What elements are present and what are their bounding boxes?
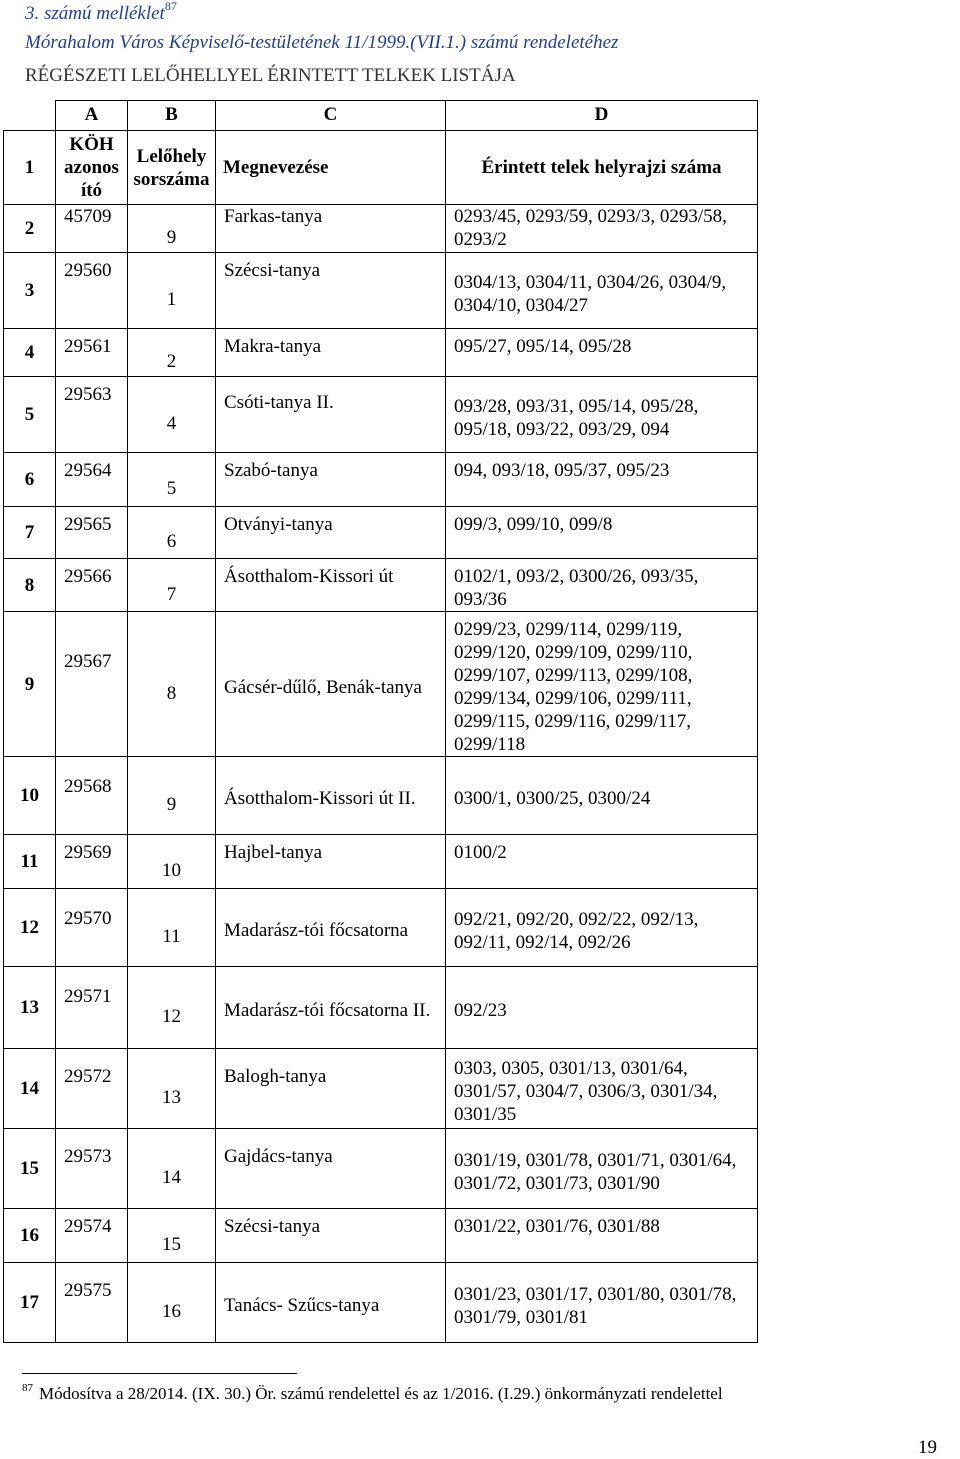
- column-letter-row: [4, 101, 758, 131]
- site-number-cell: 16: [128, 1263, 216, 1343]
- annex-footnote-ref: 87: [164, 0, 177, 13]
- parcel-numbers-cell: 093/28, 093/31, 095/14, 095/28, 095/18, 093/22, 093/29, 094: [446, 377, 758, 453]
- column-header-name: Megnevezése: [216, 131, 446, 205]
- parcel-numbers-cell: 0301/23, 0301/17, 0301/80, 0301/78, 0301/79, 0301/81: [446, 1263, 758, 1343]
- row-number: 12: [4, 889, 56, 967]
- column-letter-d: D: [446, 101, 758, 131]
- site-name-cell: Madarász-tói főcsatorna II.: [216, 967, 446, 1049]
- parcel-numbers-cell: 092/23: [446, 967, 758, 1049]
- footnote-separator: [22, 1373, 297, 1374]
- site-name-cell: Gácsér-dűlő, Benák-tanya: [216, 612, 446, 757]
- decree-reference: Mórahalom Város Képviselő-testületének 11/1999.(VII.1.) számú rendeletéhez: [25, 32, 619, 53]
- column-header-koh-id: KÖH azonos ító: [56, 131, 128, 205]
- table-row: [4, 453, 758, 507]
- table-row: [4, 329, 758, 377]
- column-letter-b: B: [128, 101, 216, 131]
- table-row: [4, 1263, 758, 1343]
- row-number: 1: [4, 131, 56, 205]
- site-number-cell: 6: [128, 507, 216, 559]
- row-number: 13: [4, 967, 56, 1049]
- parcel-numbers-cell: 0299/23, 0299/114, 0299/119, 0299/120, 0299/109, 0299/110, 0299/107, 0299/113, 0299/108, 0299/134, 0299/106, 0299/111, 0299/115, 0299/116, 0299/117, 0299/118: [446, 612, 758, 757]
- parcel-numbers-cell: 0300/1, 0300/25, 0300/24: [446, 757, 758, 835]
- site-number-cell: 13: [128, 1049, 216, 1129]
- row-number: 10: [4, 757, 56, 835]
- site-name-cell: Otványi-tanya: [216, 507, 446, 559]
- koh-id-cell: 29564: [56, 453, 128, 507]
- row-number: 2: [4, 205, 56, 253]
- column-header-site-number: Lelőhely sorszáma: [128, 131, 216, 205]
- site-name-cell: Madarász-tói főcsatorna: [216, 889, 446, 967]
- row-number: 17: [4, 1263, 56, 1343]
- koh-id-cell: 29573: [56, 1129, 128, 1209]
- koh-id-cell: 29566: [56, 559, 128, 612]
- parcel-numbers-cell: 0301/22, 0301/76, 0301/88: [446, 1209, 758, 1263]
- site-name-cell: Makra-tanya: [216, 329, 446, 377]
- row-number: 11: [4, 835, 56, 889]
- koh-id-cell: 29574: [56, 1209, 128, 1263]
- site-number-cell: 5: [128, 453, 216, 507]
- site-name-cell: Tanács- Szűcs-tanya: [216, 1263, 446, 1343]
- table-row: [4, 967, 758, 1049]
- table-row: [4, 612, 758, 757]
- koh-id-cell: 29565: [56, 507, 128, 559]
- row-number: 3: [4, 253, 56, 329]
- site-number-cell: 15: [128, 1209, 216, 1263]
- table-row: [4, 559, 758, 612]
- site-number-cell: 9: [128, 757, 216, 835]
- parcel-numbers-cell: 0293/45, 0293/59, 0293/3, 0293/58, 0293/2: [446, 205, 758, 253]
- table-row: [4, 757, 758, 835]
- site-name-cell: Balogh-tanya: [216, 1049, 446, 1129]
- table-row: [4, 1129, 758, 1209]
- column-letter-c: C: [216, 101, 446, 131]
- site-name-cell: Farkas-tanya: [216, 205, 446, 253]
- footnote-number: 87: [22, 1382, 33, 1394]
- site-name-cell: Szécsi-tanya: [216, 253, 446, 329]
- koh-id-cell: 29567: [56, 612, 128, 757]
- table-row: [4, 377, 758, 453]
- page-number: 19: [918, 1437, 937, 1458]
- koh-id-cell: 29568: [56, 757, 128, 835]
- site-number-cell: 10: [128, 835, 216, 889]
- footnote: [22, 1384, 723, 1404]
- site-name-cell: Ásotthalom-Kissori út II.: [216, 757, 446, 835]
- koh-id-cell: 29563: [56, 377, 128, 453]
- annex-title: 3. számú melléklet$^{87}$: [25, 0, 177, 24]
- list-title: RÉGÉSZETI LELŐHELLYEL ÉRINTETT TELKEK LISTÁJA: [25, 65, 516, 86]
- site-name-cell: Csóti-tanya II.: [216, 377, 446, 453]
- column-header-row: [4, 131, 758, 205]
- koh-id-cell: 29571: [56, 967, 128, 1049]
- site-number-cell: 14: [128, 1129, 216, 1209]
- parcel-numbers-cell: 0102/1, 093/2, 0300/26, 093/35, 093/36: [446, 559, 758, 612]
- row-number: 15: [4, 1129, 56, 1209]
- parcel-numbers-cell: 0303, 0305, 0301/13, 0301/64, 0301/57, 0304/7, 0306/3, 0301/34, 0301/35: [446, 1049, 758, 1129]
- parcel-numbers-cell: 0304/13, 0304/11, 0304/26, 0304/9, 0304/10, 0304/27: [446, 253, 758, 329]
- koh-id-cell: 29570: [56, 889, 128, 967]
- column-letter-a: A: [56, 101, 128, 131]
- table-row: [4, 889, 758, 967]
- site-number-cell: 4: [128, 377, 216, 453]
- row-number: 14: [4, 1049, 56, 1129]
- table-row: [4, 835, 758, 889]
- parcel-numbers-cell: 0100/2: [446, 835, 758, 889]
- koh-id-cell: 29560: [56, 253, 128, 329]
- row-number: 4: [4, 329, 56, 377]
- row-number: 8: [4, 559, 56, 612]
- site-parcel-table: [3, 100, 758, 1343]
- koh-id-cell: 29572: [56, 1049, 128, 1129]
- row-number: 16: [4, 1209, 56, 1263]
- site-name-cell: Szécsi-tanya: [216, 1209, 446, 1263]
- parcel-numbers-cell: 0301/19, 0301/78, 0301/71, 0301/64, 0301/72, 0301/73, 0301/90: [446, 1129, 758, 1209]
- parcel-numbers-cell: 092/21, 092/20, 092/22, 092/13, 092/11, 092/14, 092/26: [446, 889, 758, 967]
- parcel-numbers-cell: 094, 093/18, 095/37, 095/23: [446, 453, 758, 507]
- row-number: 9: [4, 612, 56, 757]
- row-number: 7: [4, 507, 56, 559]
- koh-id-cell: 29561: [56, 329, 128, 377]
- site-number-cell: 2: [128, 329, 216, 377]
- koh-id-cell: 45709: [56, 205, 128, 253]
- site-name-cell: Szabó-tanya: [216, 453, 446, 507]
- footnote-text: Módosítva a 28/2014. (IX. 30.) Ör. számú rendelettel és az 1/2016. (I.29.) önkormányzati rendelettel: [39, 1384, 723, 1403]
- site-name-cell: Hajbel-tanya: [216, 835, 446, 889]
- koh-id-cell: 29569: [56, 835, 128, 889]
- site-number-cell: 9: [128, 205, 216, 253]
- column-header-parcel-numbers: Érintett telek helyrajzi száma: [446, 131, 758, 205]
- site-name-cell: Ásotthalom-Kissori út: [216, 559, 446, 612]
- table-row: [4, 1049, 758, 1129]
- parcel-numbers-cell: 099/3, 099/10, 099/8: [446, 507, 758, 559]
- table-row: [4, 253, 758, 329]
- table-row: [4, 507, 758, 559]
- parcel-numbers-cell: 095/27, 095/14, 095/28: [446, 329, 758, 377]
- site-name-cell: Gajdács-tanya: [216, 1129, 446, 1209]
- site-number-cell: 12: [128, 967, 216, 1049]
- koh-id-cell: 29575: [56, 1263, 128, 1343]
- table-row: [4, 1209, 758, 1263]
- site-number-cell: 7: [128, 559, 216, 612]
- table-row: [4, 205, 758, 253]
- site-number-cell: 1: [128, 253, 216, 329]
- row-number: 6: [4, 453, 56, 507]
- row-number: 5: [4, 377, 56, 453]
- site-number-cell: 11: [128, 889, 216, 967]
- site-number-cell: 8: [128, 612, 216, 757]
